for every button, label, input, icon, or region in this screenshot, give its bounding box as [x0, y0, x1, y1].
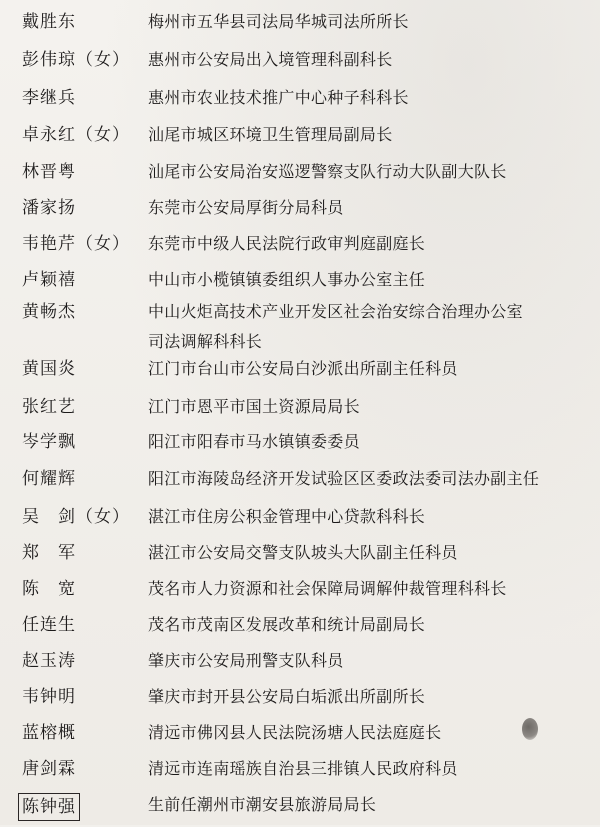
- person-title: 肇庆市封开县公安局白垢派出所副所长: [148, 687, 426, 706]
- person-name: 何耀辉: [22, 469, 76, 489]
- person-name: 卢颖禧: [22, 270, 76, 290]
- list-item: [0, 467, 600, 501]
- person-title: 江门市恩平市国土资源局局长: [148, 397, 360, 416]
- person-name: 黄国炎: [22, 359, 76, 379]
- list-item: [0, 395, 600, 429]
- list-item: [0, 357, 600, 391]
- person-title: 阳江市阳春市马水镇镇委委员: [148, 432, 360, 451]
- person-name: 韦艳芹（女）: [22, 234, 130, 254]
- list-item: [0, 430, 600, 464]
- list-item: [0, 48, 600, 82]
- person-name: 蓝榕概: [22, 723, 76, 743]
- person-title: 湛江市住房公积金管理中心贷款科科长: [148, 507, 426, 526]
- person-name: 赵玉涛: [22, 651, 76, 671]
- list-item: [0, 300, 600, 352]
- person-title: 中山市小榄镇镇委组织人事办公室主任: [148, 270, 426, 289]
- list-item: [0, 757, 600, 791]
- person-title: 生前任潮州市潮安县旅游局局长: [148, 795, 377, 814]
- person-title: 东莞市中级人民法院行政审判庭副庭长: [148, 234, 426, 253]
- person-title: 湛江市公安局交警支队坡头大队副主任科员: [148, 543, 458, 562]
- person-title: 茂名市人力资源和社会保障局调解仲裁管理科科长: [148, 579, 507, 598]
- person-name: 岑学飘: [22, 432, 76, 452]
- list-item: [0, 721, 600, 755]
- person-title-line: 中山火炬高技术产业开发区社会治安综合治理办公室: [148, 302, 523, 321]
- list-item: [0, 505, 600, 539]
- person-name: 任连生: [22, 615, 76, 635]
- list-item: [0, 86, 600, 120]
- person-title: 惠州市公安局出入境管理科副科长: [148, 50, 393, 69]
- person-name: 郑 军: [22, 543, 76, 563]
- person-title: 茂名市茂南区发展改革和统计局副局长: [148, 615, 426, 634]
- person-name: 张红艺: [22, 397, 76, 417]
- person-title: [148, 300, 578, 354]
- person-title-line: 司法调解科科长: [148, 332, 263, 351]
- list-item: [0, 232, 600, 266]
- list-item: [0, 160, 600, 194]
- list-item: [0, 268, 600, 302]
- person-name: 韦钟明: [22, 687, 76, 707]
- person-title: 清远市连南瑶族自治县三排镇人民政府科员: [148, 759, 458, 778]
- list-item: [0, 613, 600, 647]
- person-name: 林晋粤: [22, 162, 76, 182]
- person-name: 唐剑霖: [22, 759, 76, 779]
- list-item: [0, 649, 600, 683]
- list-item: [0, 123, 600, 157]
- list-item: [0, 196, 600, 230]
- list-item: [0, 685, 600, 719]
- person-name: 戴胜东: [22, 12, 76, 32]
- person-title: 汕尾市公安局治安巡逻警察支队行动大队副大队长: [148, 162, 507, 181]
- list-item: [0, 541, 600, 575]
- person-name: 潘家扬: [22, 198, 76, 218]
- person-title: 江门市台山市公安局白沙派出所副主任科员: [148, 359, 458, 378]
- person-title: 惠州市农业技术推广中心种子科科长: [148, 88, 409, 107]
- person-name: 吴 剑（女）: [22, 507, 130, 527]
- person-title: 东莞市公安局厚街分局科员: [148, 198, 344, 217]
- person-name-boxed: 陈钟强: [18, 793, 80, 821]
- person-name: 黄畅杰: [22, 302, 76, 322]
- person-name: 卓永红（女）: [22, 125, 130, 145]
- person-name: 彭伟琼（女）: [22, 50, 130, 70]
- list-item: [0, 577, 600, 611]
- person-name: 陈 宽: [22, 579, 76, 599]
- list-item: [0, 10, 600, 44]
- person-title: 清远市佛冈县人民法院汤塘人民法庭庭长: [148, 723, 442, 742]
- person-title: 肇庆市公安局刑警支队科员: [148, 651, 344, 670]
- person-name: 李继兵: [22, 88, 76, 108]
- person-title: 汕尾市城区环境卫生管理局副局长: [148, 125, 393, 144]
- person-title: 阳江市海陵岛经济开发试验区区委政法委司法办副主任: [148, 469, 540, 488]
- person-title: 梅州市五华县司法局华城司法所所长: [148, 12, 409, 31]
- list-item: [0, 793, 600, 827]
